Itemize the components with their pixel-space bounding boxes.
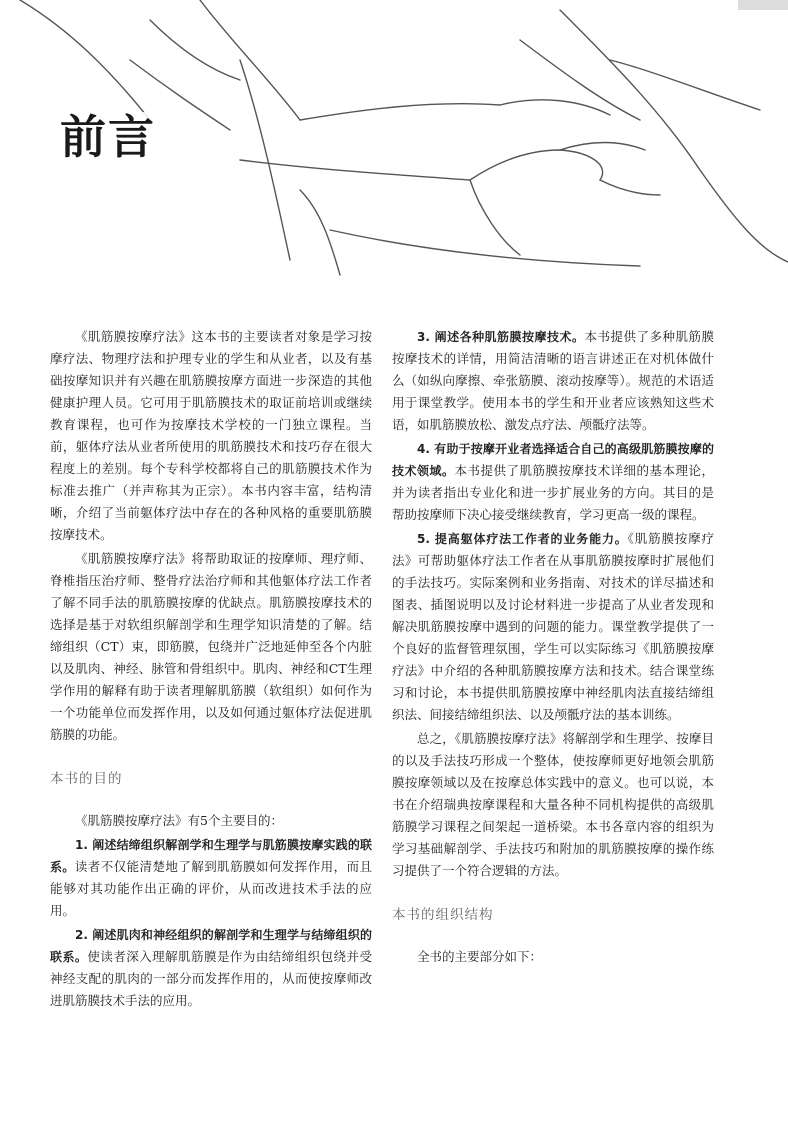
goal-4-title: 4. 有助于按摩开业者选择适合自己的高级肌筋膜按摩的技术领域。 [392, 442, 714, 478]
goal-4-text: 本书提供了肌筋膜按摩技术详细的基本理论，并为读者指出专业化和进一步扩展业务的方向。其目的是帮助按摩师下决心接受继续教育，学习更高一级的课程。 [392, 463, 714, 522]
section-heading-structure: 本书的组织结构 [392, 907, 494, 923]
practitioner-arm-lower [200, 0, 300, 120]
finger-1 [500, 100, 610, 115]
table-edge [330, 230, 640, 266]
intro-paragraph-2: 《肌筋膜按摩疗法》将帮助取证的按摩师、理疗师、脊椎指压治疗师、整骨疗法治疗师和其他躯体疗法工作者了解不同手法的肌筋膜按摩的优缺点。肌筋膜按摩技术的选择是基于对软组织解剖学和生理学知识清楚的了解。结缔组织（CT）束，即筋膜，包绕并广泛地延伸至各个内脏以及肌肉、神经、脉管和骨组织中。肌肉、神经和CT生理学作用的解释有助于读者理解肌筋膜（软组织）如何作为一个功能单位而发挥作用，以及如何通过躯体疗法促进肌筋膜的功能。 [50, 551, 372, 742]
patient-back-outline [560, 10, 788, 262]
goal-2-text: 使读者深入理解肌筋膜是作为由结缔组织包绕并受神经支配的肌肉的一部分而发挥作用的，从而使按摩师改进肌筋膜技术手法的应用。 [50, 949, 372, 1008]
practitioner-hand-2 [300, 190, 340, 275]
structure-intro: 全书的主要部分如下： [417, 949, 543, 964]
right-column [392, 326, 714, 970]
goal-3-text: 本书提供了多种肌筋膜按摩技术的详情，用简洁清晰的语言讲述正在对机体做什么（如纵向摩擦、牵张筋膜、滚动按摩等）。规范的术语适用于课堂教学。使用本书的学生和开业者应该熟知这些术语，如肌筋膜放松、激发点疗法、颅骶疗法等。 [392, 329, 714, 432]
goal-2 [50, 924, 372, 1012]
finger-3 [600, 180, 660, 195]
goal-5-title: 5. 提高躯体疗法工作者的业务能力。 [417, 532, 628, 546]
summary-paragraph: 总之，《肌筋膜按摩疗法》将解剖学和生理学、按摩目的以及手法技巧形成一个整体，使按摩师更好地领会肌筋膜按摩领域以及在按摩总体实践中的意义。也可以说，本书在介绍瑞典按摩课程和大量各种不同机构提供的高级肌筋膜学习课程之间架起一道桥梁。本书各章内容的组织为学习基础解剖学、手法技巧和附加的肌筋膜按摩的操作练习提供了一个符合逻辑的方法。 [392, 731, 714, 878]
purpose-intro: 《肌筋膜按摩疗法》有5个主要目的： [75, 813, 283, 828]
page-title: 前言 [56, 112, 160, 163]
patient-shoulder-line [520, 40, 640, 120]
goal-1 [50, 834, 372, 922]
left-column [50, 326, 372, 1014]
forearm-bottom [240, 160, 470, 180]
goal-3 [392, 326, 714, 436]
practitioner-torso [240, 60, 290, 260]
goal-5-text: 《肌筋膜按摩疗法》可帮助躯体疗法工作者在从事肌筋膜按摩时扩展他们的手法技巧。实际案例和业务指南、对技术的详尽描述和图表、插图说明以及讨论材料进一步提高了从业者发现和解决肌筋膜按摩中遇到的问题的能力。课堂教学提供了一个良好的监督管理氛围，学生可以实际练习《肌筋膜按摩疗法》中介绍的各种肌筋膜按摩方法和技术。结合课堂练习和讨论，本书提供肌筋膜按摩中神经肌肉法直接结缔组织法、间接结缔组织法、以及颅骶疗法的基本训练。 [392, 531, 714, 722]
intro-paragraph-1: 《肌筋膜按摩疗法》这本书的主要读者对象是学习按摩疗法、物理疗法和护理专业的学生和从业者，以及有基础按摩知识并有兴趣在肌筋膜按摩方面进一步深造的其他健康护理人员。它可用于肌筋膜技术的取证前培训或继续教育课程，也可作为按摩技术学校的一门独立课程。当前，躯体疗法从业者所使用的肌筋膜技术和技巧存在很大程度上的差别。每个专科学校都将自己的肌筋膜技术作为标准去推广（并声称其为正宗）。本书内容丰富，结构清晰，介绍了当前躯体疗法中存在的各种风格的重要肌筋膜按摩技术。 [50, 329, 372, 542]
hand-back [470, 150, 603, 180]
finger-2 [560, 143, 645, 151]
corner-block [738, 0, 788, 10]
goal-1-title: 1. 阐述结缔组织解剖学和生理学与肌筋膜按摩实践的联系。 [50, 838, 372, 874]
section-heading-purpose: 本书的目的 [50, 771, 123, 787]
goal-4 [392, 438, 714, 526]
sleeve-fold-2 [150, 20, 240, 80]
goal-3-title: 3. 阐述各种肌筋膜按摩技术。 [417, 330, 585, 344]
thumb [470, 180, 520, 255]
goal-2-title: 2. 阐述肌肉和神经组织的解剖学和生理学与结缔组织的联系。 [50, 928, 372, 964]
goal-1-text: 读者不仅能清楚地了解到肌筋膜如何发挥作用，而且能够对其功能作出正确的评价，从而改进技术手法的应用。 [50, 859, 372, 918]
goal-5 [392, 528, 714, 726]
forearm-top [300, 104, 500, 120]
